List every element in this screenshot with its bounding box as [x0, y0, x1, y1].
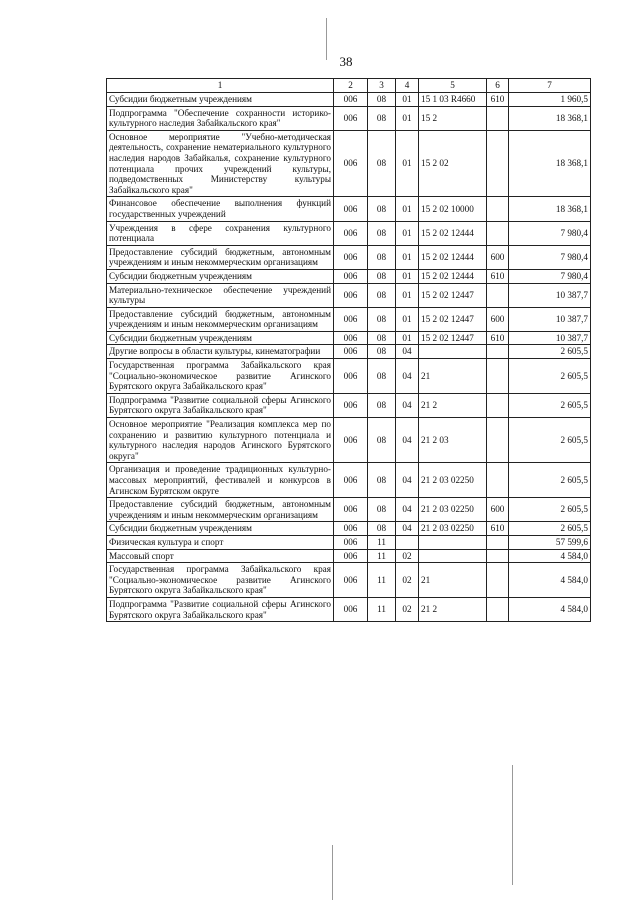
cell-ministry-code: 006: [334, 563, 368, 598]
table-row: [107, 283, 591, 307]
cell-ministry-code: 006: [334, 93, 368, 107]
cell-section: 08: [368, 307, 396, 331]
cell-target-code: 21 2: [419, 597, 487, 621]
cell-section: 08: [368, 283, 396, 307]
cell-section: 11: [368, 549, 396, 563]
column-header: 3: [368, 79, 396, 93]
cell-target-code: 21 2 03 02250: [419, 498, 487, 522]
cell-amount: 7 980,4: [509, 245, 591, 269]
cell-target-code: [419, 549, 487, 563]
cell-ministry-code: 006: [334, 463, 368, 498]
cell-ministry-code: 006: [334, 130, 368, 197]
table-row: [107, 331, 591, 345]
cell-ministry-code: 006: [334, 549, 368, 563]
cell-name: Подпрограмма "Развитие социальной сферы Агинского Бурятского округа Забайкальского края": [107, 393, 334, 417]
cell-ministry-code: 006: [334, 359, 368, 394]
column-header: 4: [396, 79, 419, 93]
cell-name: Материально-техническое обеспечение учреждений культуры: [107, 283, 334, 307]
cell-target-code: 15 1 03 R4660: [419, 93, 487, 107]
cell-target-code: 21 2 03 02250: [419, 522, 487, 536]
cell-expense-type: [487, 549, 509, 563]
cell-name: Физическая культура и спорт: [107, 535, 334, 549]
cell-amount: 7 980,4: [509, 269, 591, 283]
cell-expense-type: 600: [487, 307, 509, 331]
table-row: [107, 463, 591, 498]
table-row: [107, 563, 591, 598]
cell-name: Субсидии бюджетным учреждениям: [107, 331, 334, 345]
cell-subsection: [396, 535, 419, 549]
cell-ministry-code: 006: [334, 245, 368, 269]
cell-expense-type: 610: [487, 331, 509, 345]
table-body: [107, 93, 591, 622]
cell-subsection: 01: [396, 331, 419, 345]
cell-expense-type: [487, 535, 509, 549]
cell-name: Основное мероприятие "Реализация комплекса мер по сохранению и развитию культурного потенциала и культурного наследия народов Агинского Бурятского округа": [107, 418, 334, 463]
cell-amount: 18 368,1: [509, 130, 591, 197]
cell-ministry-code: 006: [334, 221, 368, 245]
cell-target-code: 15 2 02 12444: [419, 269, 487, 283]
table-row: [107, 106, 591, 130]
cell-amount: 7 980,4: [509, 221, 591, 245]
cell-amount: 10 387,7: [509, 307, 591, 331]
cell-expense-type: [487, 359, 509, 394]
cell-expense-type: 610: [487, 522, 509, 536]
cell-section: 08: [368, 269, 396, 283]
cell-amount: 4 584,0: [509, 597, 591, 621]
cell-subsection: 01: [396, 106, 419, 130]
cell-expense-type: [487, 345, 509, 359]
cell-subsection: 02: [396, 597, 419, 621]
cell-name: Государственная программа Забайкальского края "Социально-экономическое развитие Агинского Бурятского округа Забайкальского края": [107, 563, 334, 598]
cell-name: Организация и проведение традиционных культурно-массовых мероприятий, фестивалей и конкурсов в Агинском Бурятском округе: [107, 463, 334, 498]
table-row: [107, 221, 591, 245]
cell-amount: 4 584,0: [509, 549, 591, 563]
cell-target-code: 15 2 02 12447: [419, 307, 487, 331]
cell-expense-type: [487, 283, 509, 307]
cell-name: Подпрограмма "Развитие социальной сферы Агинского Бурятского округа Забайкальского края": [107, 597, 334, 621]
cell-ministry-code: 006: [334, 535, 368, 549]
cell-section: 11: [368, 563, 396, 598]
table-row: [107, 535, 591, 549]
cell-ministry-code: 006: [334, 393, 368, 417]
cell-name: Субсидии бюджетным учреждениям: [107, 93, 334, 107]
cell-section: 08: [368, 498, 396, 522]
cell-target-code: 15 2: [419, 106, 487, 130]
cell-target-code: 21 2: [419, 393, 487, 417]
cell-subsection: 01: [396, 307, 419, 331]
cell-target-code: 15 2 02: [419, 130, 487, 197]
cell-amount: 2 605,5: [509, 522, 591, 536]
budget-table: [106, 78, 591, 622]
table-row: [107, 393, 591, 417]
cell-name: Основное мероприятие "Учебно-методическая деятельность, сохранение нематериального культурного наследия народов Забайкалья, сохранение культурного потенциала прочих учреждений культуры, подведомственных Министерству культуры Забайкальского края": [107, 130, 334, 197]
cell-section: 08: [368, 93, 396, 107]
cell-amount: 1 960,5: [509, 93, 591, 107]
cell-subsection: 01: [396, 269, 419, 283]
cell-subsection: 04: [396, 463, 419, 498]
table-row: [107, 522, 591, 536]
table-row: [107, 498, 591, 522]
cell-expense-type: [487, 393, 509, 417]
cell-subsection: 01: [396, 197, 419, 221]
cell-section: 08: [368, 221, 396, 245]
cell-section: 08: [368, 345, 396, 359]
cell-name: Массовый спорт: [107, 549, 334, 563]
cell-expense-type: [487, 221, 509, 245]
scan-artifact-line: [326, 18, 327, 60]
cell-ministry-code: 006: [334, 498, 368, 522]
cell-amount: 18 368,1: [509, 106, 591, 130]
cell-section: 11: [368, 535, 396, 549]
cell-expense-type: 600: [487, 245, 509, 269]
cell-name: Государственная программа Забайкальского края "Социально-экономическое развитие Агинского Бурятского округа Забайкальского края": [107, 359, 334, 394]
cell-section: 08: [368, 331, 396, 345]
cell-amount: 4 584,0: [509, 563, 591, 598]
cell-subsection: 04: [396, 393, 419, 417]
cell-ministry-code: 006: [334, 345, 368, 359]
column-header: 5: [419, 79, 487, 93]
table-row: [107, 359, 591, 394]
cell-expense-type: [487, 106, 509, 130]
cell-amount: 2 605,5: [509, 463, 591, 498]
table-row: [107, 269, 591, 283]
cell-target-code: [419, 345, 487, 359]
cell-amount: 2 605,5: [509, 359, 591, 394]
cell-expense-type: [487, 463, 509, 498]
cell-target-code: 21: [419, 563, 487, 598]
cell-section: 08: [368, 130, 396, 197]
cell-subsection: 04: [396, 522, 419, 536]
cell-target-code: 15 2 02 12444: [419, 245, 487, 269]
table-row: [107, 197, 591, 221]
cell-ministry-code: 006: [334, 307, 368, 331]
cell-ministry-code: 006: [334, 418, 368, 463]
cell-amount: 2 605,5: [509, 393, 591, 417]
cell-subsection: 01: [396, 93, 419, 107]
cell-expense-type: [487, 130, 509, 197]
table-row: [107, 93, 591, 107]
cell-amount: 10 387,7: [509, 283, 591, 307]
cell-section: 08: [368, 463, 396, 498]
cell-target-code: 21: [419, 359, 487, 394]
column-header: 7: [509, 79, 591, 93]
cell-subsection: 01: [396, 283, 419, 307]
cell-section: 08: [368, 197, 396, 221]
cell-name: Финансовое обеспечение выполнения функций государственных учреждений: [107, 197, 334, 221]
cell-subsection: 01: [396, 130, 419, 197]
cell-expense-type: [487, 197, 509, 221]
cell-section: 08: [368, 522, 396, 536]
cell-target-code: 15 2 02 10000: [419, 197, 487, 221]
cell-ministry-code: 006: [334, 106, 368, 130]
cell-ministry-code: 006: [334, 522, 368, 536]
page-number: 38: [339, 54, 353, 69]
table-row: [107, 597, 591, 621]
cell-ministry-code: 006: [334, 331, 368, 345]
cell-name: Другие вопросы в области культуры, кинематографии: [107, 345, 334, 359]
cell-ministry-code: 006: [334, 283, 368, 307]
cell-name: Учреждения в сфере сохранения культурного потенциала: [107, 221, 334, 245]
cell-expense-type: [487, 418, 509, 463]
table-row: [107, 130, 591, 197]
cell-subsection: 04: [396, 498, 419, 522]
cell-section: 08: [368, 359, 396, 394]
cell-name: Субсидии бюджетным учреждениям: [107, 522, 334, 536]
cell-subsection: 01: [396, 221, 419, 245]
cell-expense-type: 610: [487, 93, 509, 107]
cell-name: Предоставление субсидий бюджетным, автономным учреждениям и иным некоммерческим организациям: [107, 498, 334, 522]
cell-amount: 2 605,5: [509, 345, 591, 359]
cell-ministry-code: 006: [334, 197, 368, 221]
cell-target-code: 15 2 02 12444: [419, 221, 487, 245]
column-header: 6: [487, 79, 509, 93]
cell-expense-type: [487, 597, 509, 621]
cell-section: 08: [368, 106, 396, 130]
cell-name: Подпрограмма "Обеспечение сохранности историко-культурного наследия Забайкальского края": [107, 106, 334, 130]
table-row: [107, 549, 591, 563]
cell-name: Субсидии бюджетным учреждениям: [107, 269, 334, 283]
cell-name: Предоставление субсидий бюджетным, автономным учреждениям и иным некоммерческим организациям: [107, 245, 334, 269]
cell-amount: 18 368,1: [509, 197, 591, 221]
cell-subsection: 04: [396, 345, 419, 359]
cell-section: 08: [368, 418, 396, 463]
cell-amount: 57 599,6: [509, 535, 591, 549]
table-header-row: [107, 79, 591, 93]
cell-amount: 2 605,5: [509, 498, 591, 522]
cell-amount: 2 605,5: [509, 418, 591, 463]
table-row: [107, 345, 591, 359]
cell-section: 11: [368, 597, 396, 621]
cell-ministry-code: 006: [334, 597, 368, 621]
cell-subsection: 04: [396, 418, 419, 463]
scan-artifact-line: [512, 765, 513, 885]
cell-expense-type: 610: [487, 269, 509, 283]
cell-subsection: 02: [396, 549, 419, 563]
cell-expense-type: [487, 563, 509, 598]
table-row: [107, 245, 591, 269]
cell-target-code: 15 2 02 12447: [419, 331, 487, 345]
cell-subsection: 02: [396, 563, 419, 598]
column-header: 2: [334, 79, 368, 93]
cell-expense-type: 600: [487, 498, 509, 522]
table-row: [107, 307, 591, 331]
cell-subsection: 01: [396, 245, 419, 269]
scan-artifact-line: [332, 845, 333, 900]
cell-subsection: 04: [396, 359, 419, 394]
cell-section: 08: [368, 245, 396, 269]
cell-section: 08: [368, 393, 396, 417]
cell-target-code: [419, 535, 487, 549]
cell-target-code: 15 2 02 12447: [419, 283, 487, 307]
cell-amount: 10 387,7: [509, 331, 591, 345]
cell-target-code: 21 2 03 02250: [419, 463, 487, 498]
cell-target-code: 21 2 03: [419, 418, 487, 463]
column-header: 1: [107, 79, 334, 93]
cell-name: Предоставление субсидий бюджетным, автономным учреждениям и иным некоммерческим организациям: [107, 307, 334, 331]
table-row: [107, 418, 591, 463]
cell-ministry-code: 006: [334, 269, 368, 283]
